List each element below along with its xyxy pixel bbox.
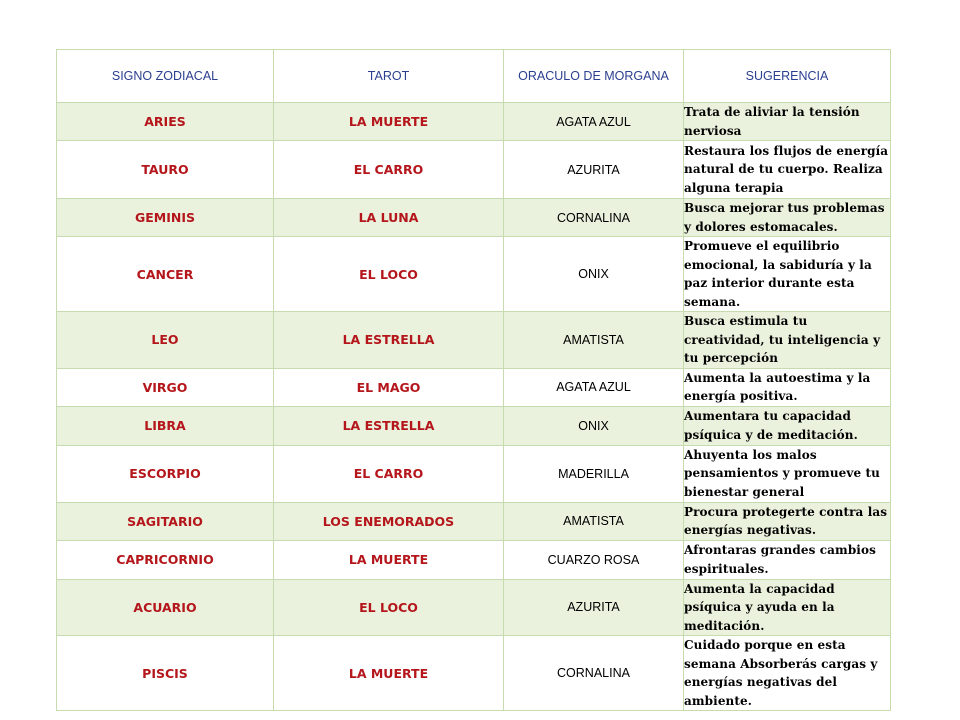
table-row (57, 368, 891, 406)
table-row (57, 540, 891, 579)
sign-cell: LEO (57, 312, 274, 369)
suggestion-cell (684, 406, 891, 445)
table-row (57, 141, 891, 199)
table-row (57, 579, 891, 636)
tarot-cell: EL MAGO (274, 368, 504, 406)
oracle-cell: CORNALINA (504, 636, 684, 711)
suggestion-cell (684, 141, 891, 199)
sign-cell: GEMINIS (57, 199, 274, 237)
suggestion-cell (684, 199, 891, 237)
oracle-cell: AGATA AZUL (504, 368, 684, 406)
suggestion-text: Busca estimula tu creatividad, tu inteligencia y tu percepción (684, 314, 881, 365)
tarot-cell: LOS ENEMORADOS (274, 502, 504, 540)
oracle-cell: CUARZO ROSA (504, 540, 684, 579)
header-row (57, 50, 891, 103)
table-row (57, 502, 891, 540)
oracle-cell: ONIX (504, 406, 684, 445)
oracle-cell: AGATA AZUL (504, 103, 684, 141)
tarot-cell: LA MUERTE (274, 103, 504, 141)
suggestion-cell (684, 445, 891, 502)
header-suggestion: SUGERENCIA (684, 50, 891, 103)
sign-cell: VIRGO (57, 368, 274, 406)
tarot-cell: LA LUNA (274, 199, 504, 237)
sign-cell: SAGITARIO (57, 502, 274, 540)
suggestion-text: Aumentara tu capacidad psíquica y de meditación. (684, 409, 858, 442)
table-row (57, 312, 891, 369)
tarot-cell: EL CARRO (274, 141, 504, 199)
tarot-cell: LA ESTRELLA (274, 406, 504, 445)
suggestion-text: Aumenta la autoestima y la energía positiva. (684, 370, 871, 403)
suggestion-text: Promueve el equilibrio emocional, la sabiduría y la paz interior durante esta semana. (684, 239, 872, 309)
table-row (57, 636, 891, 711)
sign-cell: PISCIS (57, 636, 274, 711)
table-row (57, 445, 891, 502)
sign-cell: LIBRA (57, 406, 274, 445)
suggestion-text: Trata de aliviar la tensión nerviosa (684, 105, 860, 138)
suggestion-text: Busca mejorar tus problemas y dolores estomacales. (684, 201, 885, 234)
suggestion-cell (684, 502, 891, 540)
header-tarot: TAROT (274, 50, 504, 103)
suggestion-text: Procura protegerte contra las energías negativas. (684, 504, 888, 537)
oracle-cell: CORNALINA (504, 199, 684, 237)
suggestion-text: Afrontaras grandes cambios espirituales. (684, 543, 876, 576)
tarot-cell: EL CARRO (274, 445, 504, 502)
sign-cell: ACUARIO (57, 579, 274, 636)
tarot-cell: LA ESTRELLA (274, 312, 504, 369)
tarot-cell: EL LOCO (274, 579, 504, 636)
suggestion-text: Ahuyenta los malos pensamientos y promueve tu bienestar general (684, 447, 880, 499)
suggestion-cell (684, 312, 891, 369)
oracle-cell: ONIX (504, 237, 684, 312)
sign-cell: CANCER (57, 237, 274, 312)
oracle-cell: MADERILLA (504, 445, 684, 502)
suggestion-cell (684, 636, 891, 711)
oracle-cell: AZURITA (504, 141, 684, 199)
tarot-cell: LA MUERTE (274, 540, 504, 579)
tarot-cell: LA MUERTE (274, 636, 504, 711)
zodiac-table (56, 49, 891, 711)
sign-cell: ARIES (57, 103, 274, 141)
suggestion-cell (684, 237, 891, 312)
sign-cell: CAPRICORNIO (57, 540, 274, 579)
suggestion-cell (684, 540, 891, 579)
suggestion-text: Restaura los flujos de energía natural de tu cuerpo. Realiza alguna terapia (684, 143, 889, 195)
suggestion-cell (684, 579, 891, 636)
oracle-cell: AMATISTA (504, 502, 684, 540)
table-row (57, 199, 891, 237)
suggestion-cell (684, 368, 891, 406)
sign-cell: TAURO (57, 141, 274, 199)
suggestion-text: Cuidado porque en esta semana Absorberás cargas y energías negativas del ambiente. (684, 638, 878, 708)
tarot-cell: EL LOCO (274, 237, 504, 312)
header-sign: SIGNO ZODIACAL (57, 50, 274, 103)
suggestion-cell (684, 103, 891, 141)
oracle-cell: AMATISTA (504, 312, 684, 369)
table-row (57, 103, 891, 141)
suggestion-text: Aumenta la capacidad psíquica y ayuda en la meditación. (684, 581, 835, 633)
oracle-cell: AZURITA (504, 579, 684, 636)
table-row (57, 406, 891, 445)
sign-cell: ESCORPIO (57, 445, 274, 502)
header-oracle: ORACULO DE MORGANA (504, 50, 684, 103)
table-row (57, 237, 891, 312)
